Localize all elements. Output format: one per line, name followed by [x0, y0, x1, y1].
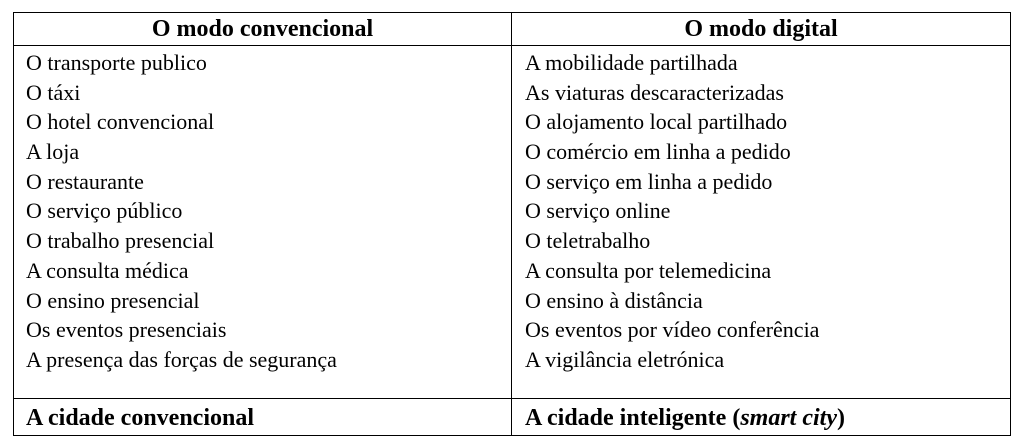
conventional-list-item: A consulta médica	[26, 257, 189, 283]
footer-smart-city-italic: smart city	[740, 405, 837, 431]
digital-list-item: A vigilância eletrónica	[525, 346, 725, 372]
header-conventional: O modo convencional	[151, 16, 374, 42]
header-digital: O modo digital	[684, 16, 838, 42]
digital-list-item: A consulta por telemedicina	[525, 257, 772, 283]
digital-list-item: O ensino à distância	[525, 287, 703, 313]
conventional-list-item: O táxi	[26, 79, 81, 105]
conventional-list-item: A loja	[26, 139, 80, 165]
column-divider	[511, 13, 512, 435]
digital-list-item: O teletrabalho	[525, 228, 651, 254]
conventional-list-item: O restaurante	[26, 168, 144, 194]
footer-conventional-city: A cidade convencional	[26, 405, 255, 431]
digital-list-item: As viaturas descaracterizadas	[525, 79, 784, 105]
digital-list	[525, 48, 819, 375]
digital-list-item: A mobilidade partilhada	[525, 50, 738, 75]
conventional-list-item: O ensino presencial	[26, 287, 200, 313]
conventional-list-item: O transporte publico	[26, 50, 207, 75]
digital-list-item: O serviço online	[525, 198, 671, 224]
digital-list-item: O comércio em linha a pedido	[525, 139, 791, 165]
conventional-list-item: O trabalho presencial	[26, 228, 215, 254]
digital-list-item: O serviço em linha a pedido	[525, 168, 773, 194]
footer-divider	[14, 398, 1010, 399]
footer-smart-city	[525, 400, 845, 436]
footer-smart-city-prefix: A cidade inteligente (	[525, 405, 741, 431]
conventional-list-item: A presença das forças de segurança	[26, 346, 337, 372]
header-divider	[14, 45, 1010, 46]
conventional-list-item: O hotel convencional	[26, 109, 215, 135]
footer-smart-city-suffix: )	[836, 405, 845, 431]
digital-list-item: Os eventos por vídeo conferência	[525, 317, 820, 343]
conventional-list-item: O serviço público	[26, 198, 183, 224]
conventional-list	[26, 48, 337, 375]
conventional-list-item: Os eventos presenciais	[26, 317, 227, 343]
comparison-table	[13, 12, 1011, 436]
digital-list-item: O alojamento local partilhado	[525, 109, 788, 135]
